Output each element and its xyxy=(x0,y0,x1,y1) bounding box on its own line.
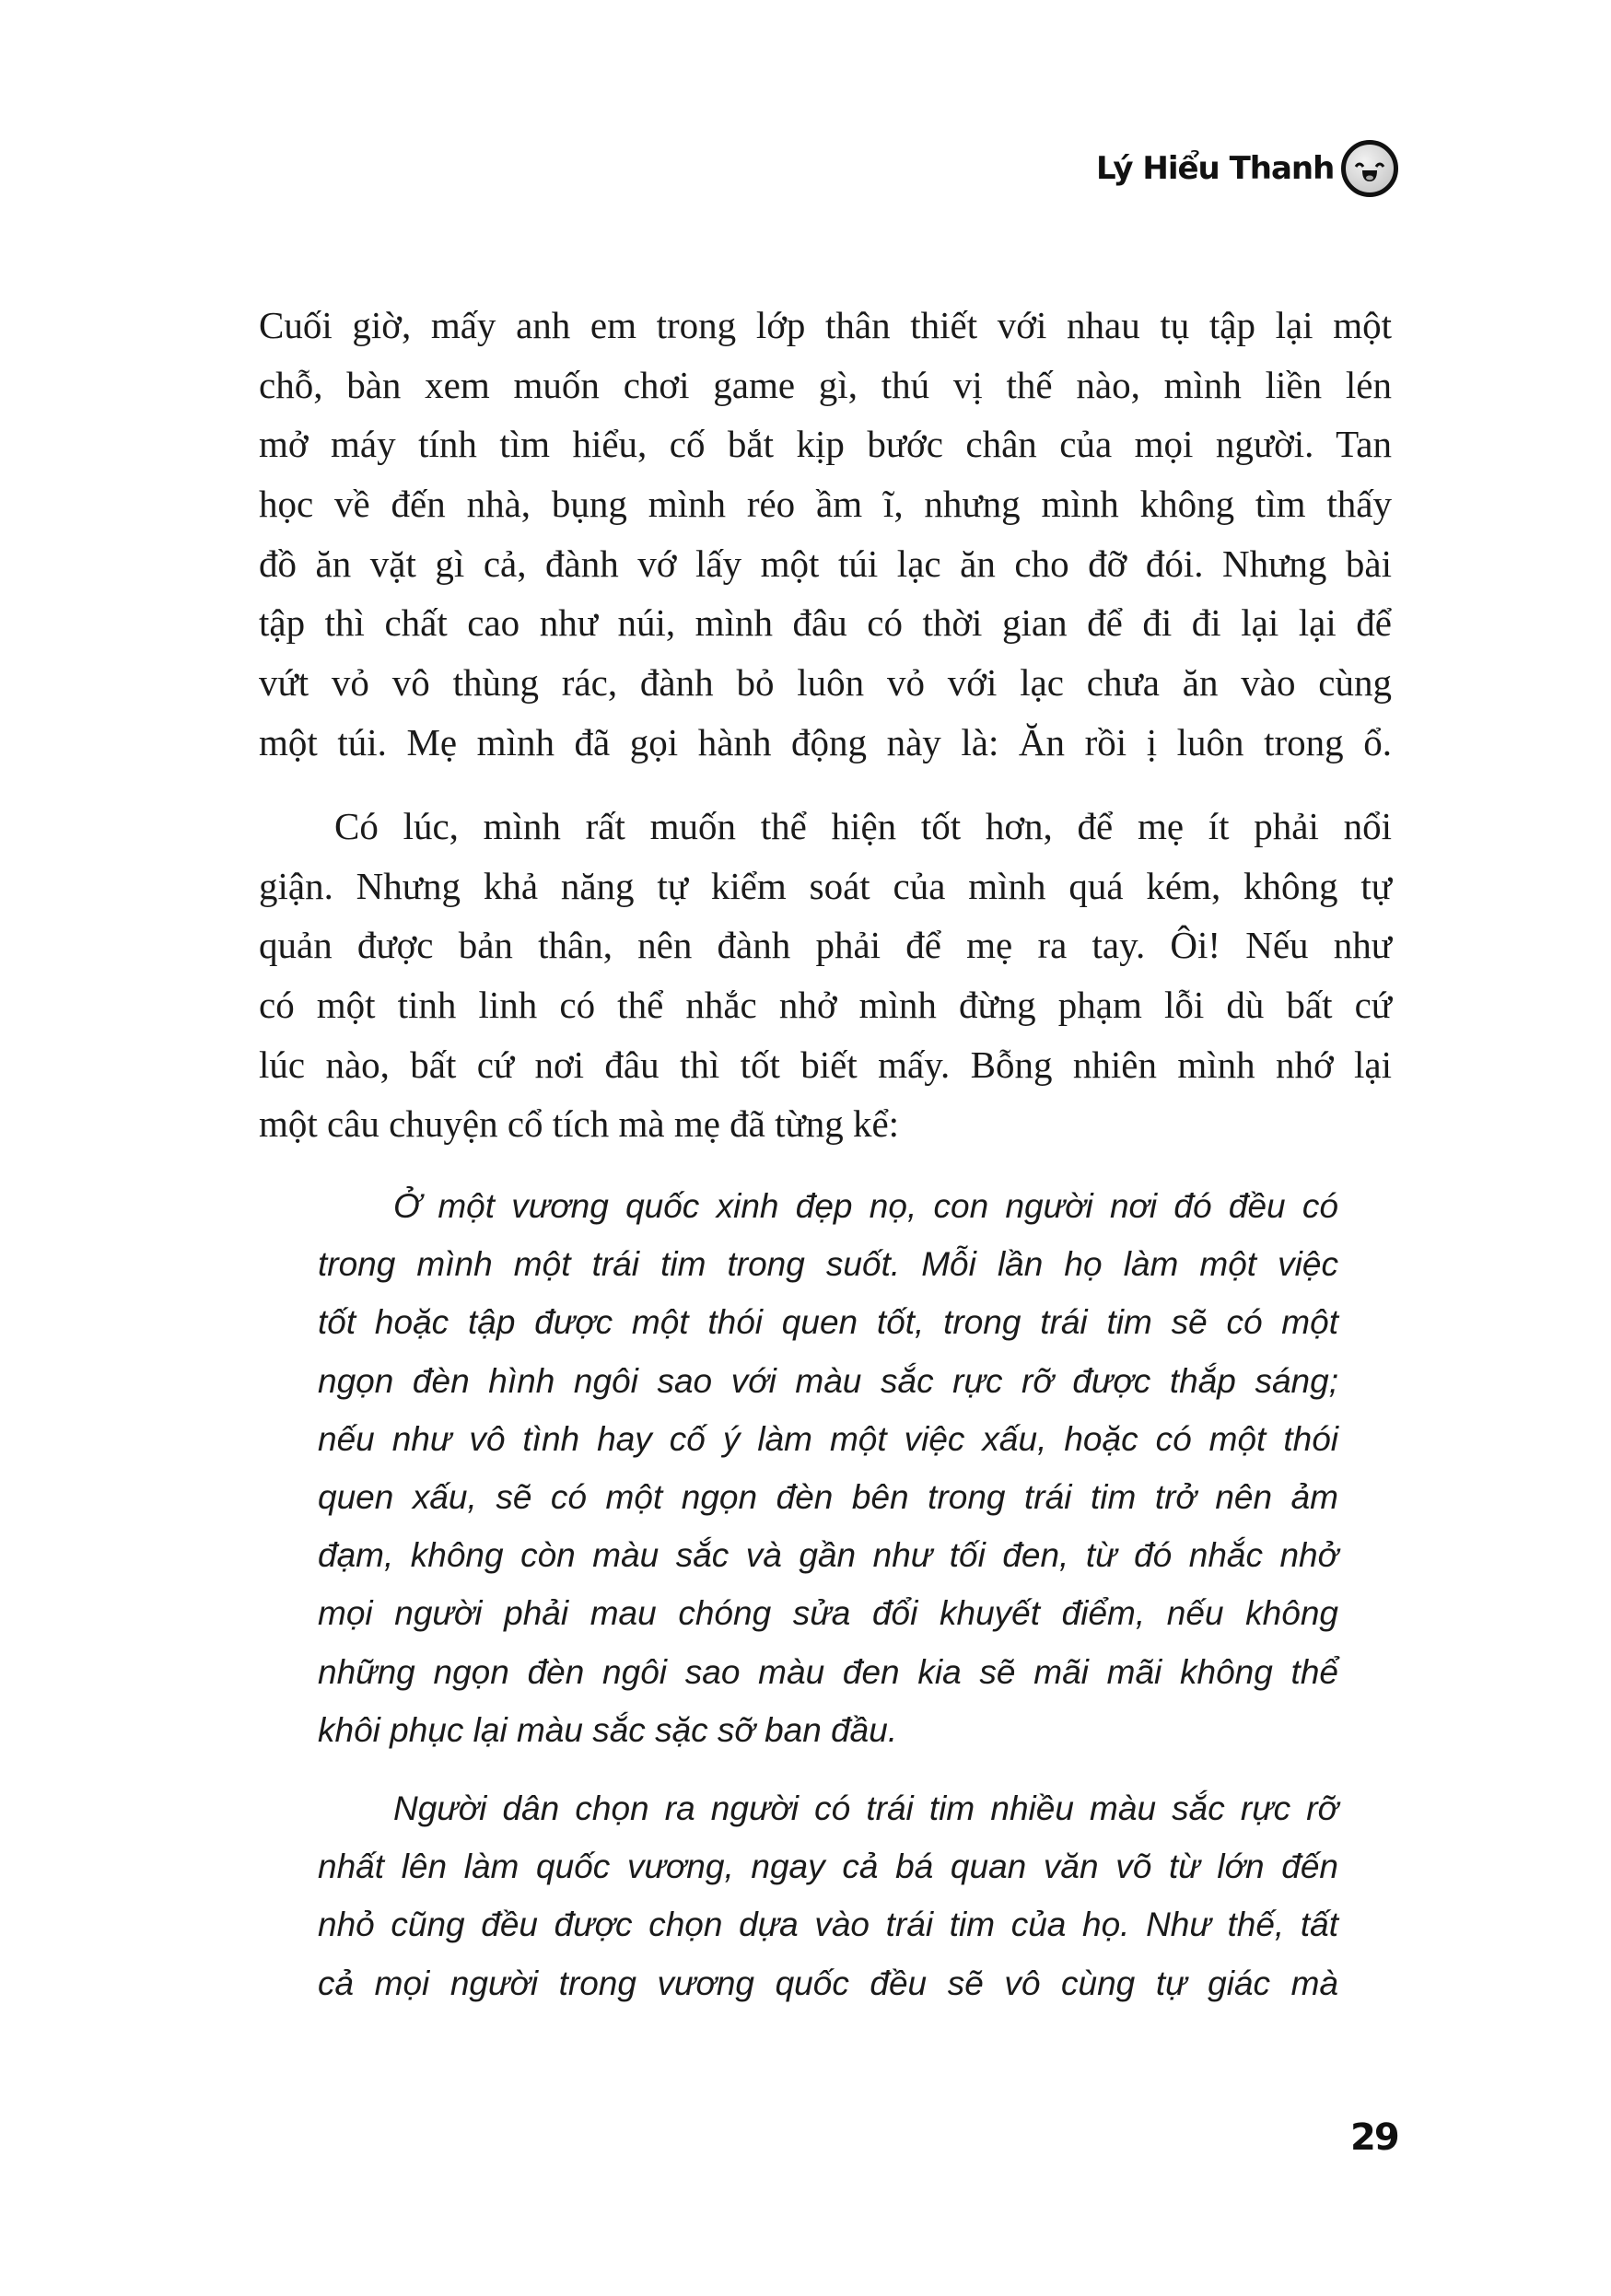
text-line: mở máy tính tìm hiểu, cố bắt kịp bước chân của mọi người. Tan xyxy=(259,423,1392,466)
text-line: đạm, không còn màu sắc và gần như tối đen, từ đó nhắc nhở xyxy=(318,1536,1338,1575)
text-line: nhất lên làm quốc vương, ngay cả bá quan văn võ từ lớn đến xyxy=(318,1847,1338,1886)
text-line: học về đến nhà, bụng mình réo ầm ĩ, nhưng mình không tìm thấy xyxy=(259,483,1392,526)
text-line: vứt vỏ vô thùng rác, đành bỏ luôn vỏ với lạc chưa ăn vào cùng xyxy=(259,661,1392,705)
running-header-author: Lý Hiểu Thanh xyxy=(1096,150,1335,187)
text-line: một túi. Mẹ mình đã gọi hành động này là: Ăn rồi ị luôn trong ổ. xyxy=(259,720,1392,763)
text-line: nhỏ cũng đều được chọn dựa vào trái tim của họ. Như thế, tất xyxy=(318,1906,1338,1944)
text-line: cả mọi người trong vương quốc đều sẽ vô cùng tự giác mà xyxy=(318,1964,1338,2002)
text-line: ngọn đèn hình ngôi sao với màu sắc rực rỡ được thắp sáng; xyxy=(318,1361,1338,1400)
paragraph-2 xyxy=(259,797,1392,1154)
laughing-face-icon xyxy=(1341,140,1398,197)
text-line: quản được bản thân, nên đành phải để mẹ ra tay. Ôi! Nếu như xyxy=(259,924,1392,967)
paragraph-1 xyxy=(259,296,1392,773)
text-line: nếu như vô tình hay cố ý làm một việc xấu, hoặc có một thói xyxy=(318,1419,1338,1458)
text-line: lúc nào, bất cứ nơi đâu thì tốt biết mấy. Bỗng nhiên mình nhớ lại xyxy=(259,1043,1392,1086)
text-line: tập thì chất cao như núi, mình đâu có thời gian để đi đi lại lại để xyxy=(259,601,1392,645)
text-line: Có lúc, mình rất muốn thể hiện tốt hơn, để mẹ ít phải nổi xyxy=(334,805,1392,847)
text-line: một câu chuyện cổ tích mà mẹ đã từng kể: xyxy=(259,1102,900,1146)
page-number: 29 xyxy=(1350,2116,1398,2159)
text-line: Người dân chọn ra người có trái tim nhiều màu sắc rực rỡ xyxy=(393,1789,1338,1827)
text-line: mọi người phải mau chóng sửa đổi khuyết điểm, nếu không xyxy=(318,1594,1338,1633)
text-line: khôi phục lại màu sắc sặc sỡ ban đầu. xyxy=(318,1710,898,1749)
story-paragraph-1 xyxy=(318,1177,1338,1759)
text-line: tốt hoặc tập được một thói quen tốt, trong trái tim sẽ có một xyxy=(318,1303,1338,1342)
text-line: trong mình một trái tim trong suốt. Mỗi lần họ làm một việc xyxy=(318,1245,1338,1284)
text-line: những ngọn đèn ngôi sao màu đen kia sẽ mãi mãi không thể xyxy=(318,1652,1338,1691)
text-line: quen xấu, sẽ có một ngọn đèn bên trong trái tim trở nên ảm xyxy=(318,1477,1338,1516)
face-features xyxy=(1346,145,1394,192)
text-line: có một tinh linh có thể nhắc nhở mình đừng phạm lỗi dù bất cứ xyxy=(259,984,1392,1027)
text-line: giận. Nhưng khả năng tự kiểm soát của mình quá kém, không tự xyxy=(259,864,1392,907)
text-line: Cuối giờ, mấy anh em trong lớp thân thiết với nhau tụ tập lại một xyxy=(259,304,1392,346)
text-line: Ở một vương quốc xinh đẹp nọ, con người nơi đó đều có xyxy=(393,1187,1338,1225)
text-line: đồ ăn vặt gì cả, đành vớ lấy một túi lạc ăn cho đỡ đói. Nhưng bài xyxy=(259,542,1392,585)
text-line: chỗ, bàn xem muốn chơi game gì, thú vị thế nào, mình liền lén xyxy=(259,363,1392,406)
story-paragraph-2 xyxy=(318,1779,1338,2012)
